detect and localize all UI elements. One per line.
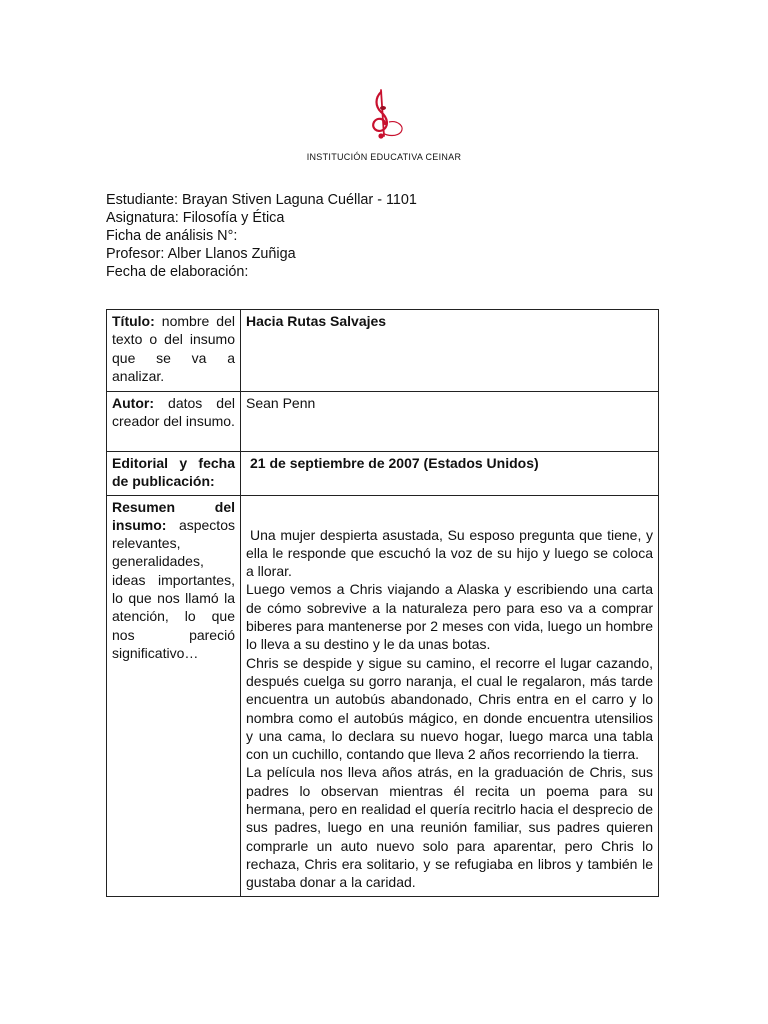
sheet-number-line: Ficha de análisis N°: [106, 228, 238, 244]
institution-name: INSTITUCIÓN EDUCATIVA CEINAR [306, 152, 462, 162]
student-info [106, 191, 417, 281]
summary-paragraph: Una mujer despierta asustada, Su esposo pregunta que tiene, y ella le responde que escuchó la voz de su hijo y luego se coloca a llorar. [246, 526, 653, 580]
summary-value [241, 495, 659, 896]
summary-label: Resumen del insumo: aspectos relevantes, generalidades, ideas importantes, lo que nos llamó la atención, lo que nos pareció significativo… [107, 495, 241, 896]
title-value: Hacia Rutas Salvajes [241, 310, 659, 392]
summary-paragraph: Chris se despide y sigue su camino, el recorre el lugar cazando, después cuelga su gorro naranja, el cual le regalaron, más tarde encuentra un autobús abandonado, Chris entra en el carro y lo nombra como el autobús mágico, en donde encuentra utensilios y una cama, lo declara su nuevo hogar, luego marca una tabla con un cuchillo, contando que lleva 2 años recorriendo la tierra. [246, 654, 653, 763]
author-label: Autor: datos del creador del insumo. [107, 392, 241, 452]
table-row-author [107, 392, 659, 452]
table-row-title [107, 310, 659, 392]
table-row-summary [107, 495, 659, 896]
date-line: Fecha de elaboración: [106, 264, 249, 280]
summary-text [246, 526, 653, 892]
table-row-publisher [107, 452, 659, 496]
summary-paragraph: La película nos lleva años atrás, en la graduación de Chris, sus padres lo observan mientras él recita un poema para su hermana, pero en realidad el quería recitrlo hacia el desprecio de sus padres, luego en una reunión familiar, sus padres quieren comprarle un auto nuevo solo para aparentar, pero Chris lo rechaza, Chris era solitario, y se refugiaba en libros y también le gustaba donar a la caridad. [246, 764, 653, 891]
publisher-label: Editorial y fecha de publicación: [107, 452, 241, 496]
analysis-table [106, 309, 659, 897]
title-label: Título: nombre del texto o del insumo que se va a analizar. [107, 310, 241, 392]
student-line: Estudiante: Brayan Stiven Laguna Cuéllar - 1101 [106, 192, 417, 208]
author-value: Sean Penn [241, 392, 659, 452]
publisher-value: 21 de septiembre de 2007 (Estados Unidos) [241, 452, 659, 496]
teacher-line: Profesor: Alber Llanos Zuñiga [106, 246, 296, 262]
treble-clef-logo-icon [361, 86, 409, 142]
subject-line: Asignatura: Filosofía y Ética [106, 210, 285, 226]
summary-paragraph: Luego vemos a Chris viajando a Alaska y escribiendo una carta de cómo sobrevive a la naturaleza pero para eso va a comprar biberes para mantenerse por 2 meses con vida, luego un hombre lo lleva a su destino y le da unas botas. [246, 581, 653, 653]
